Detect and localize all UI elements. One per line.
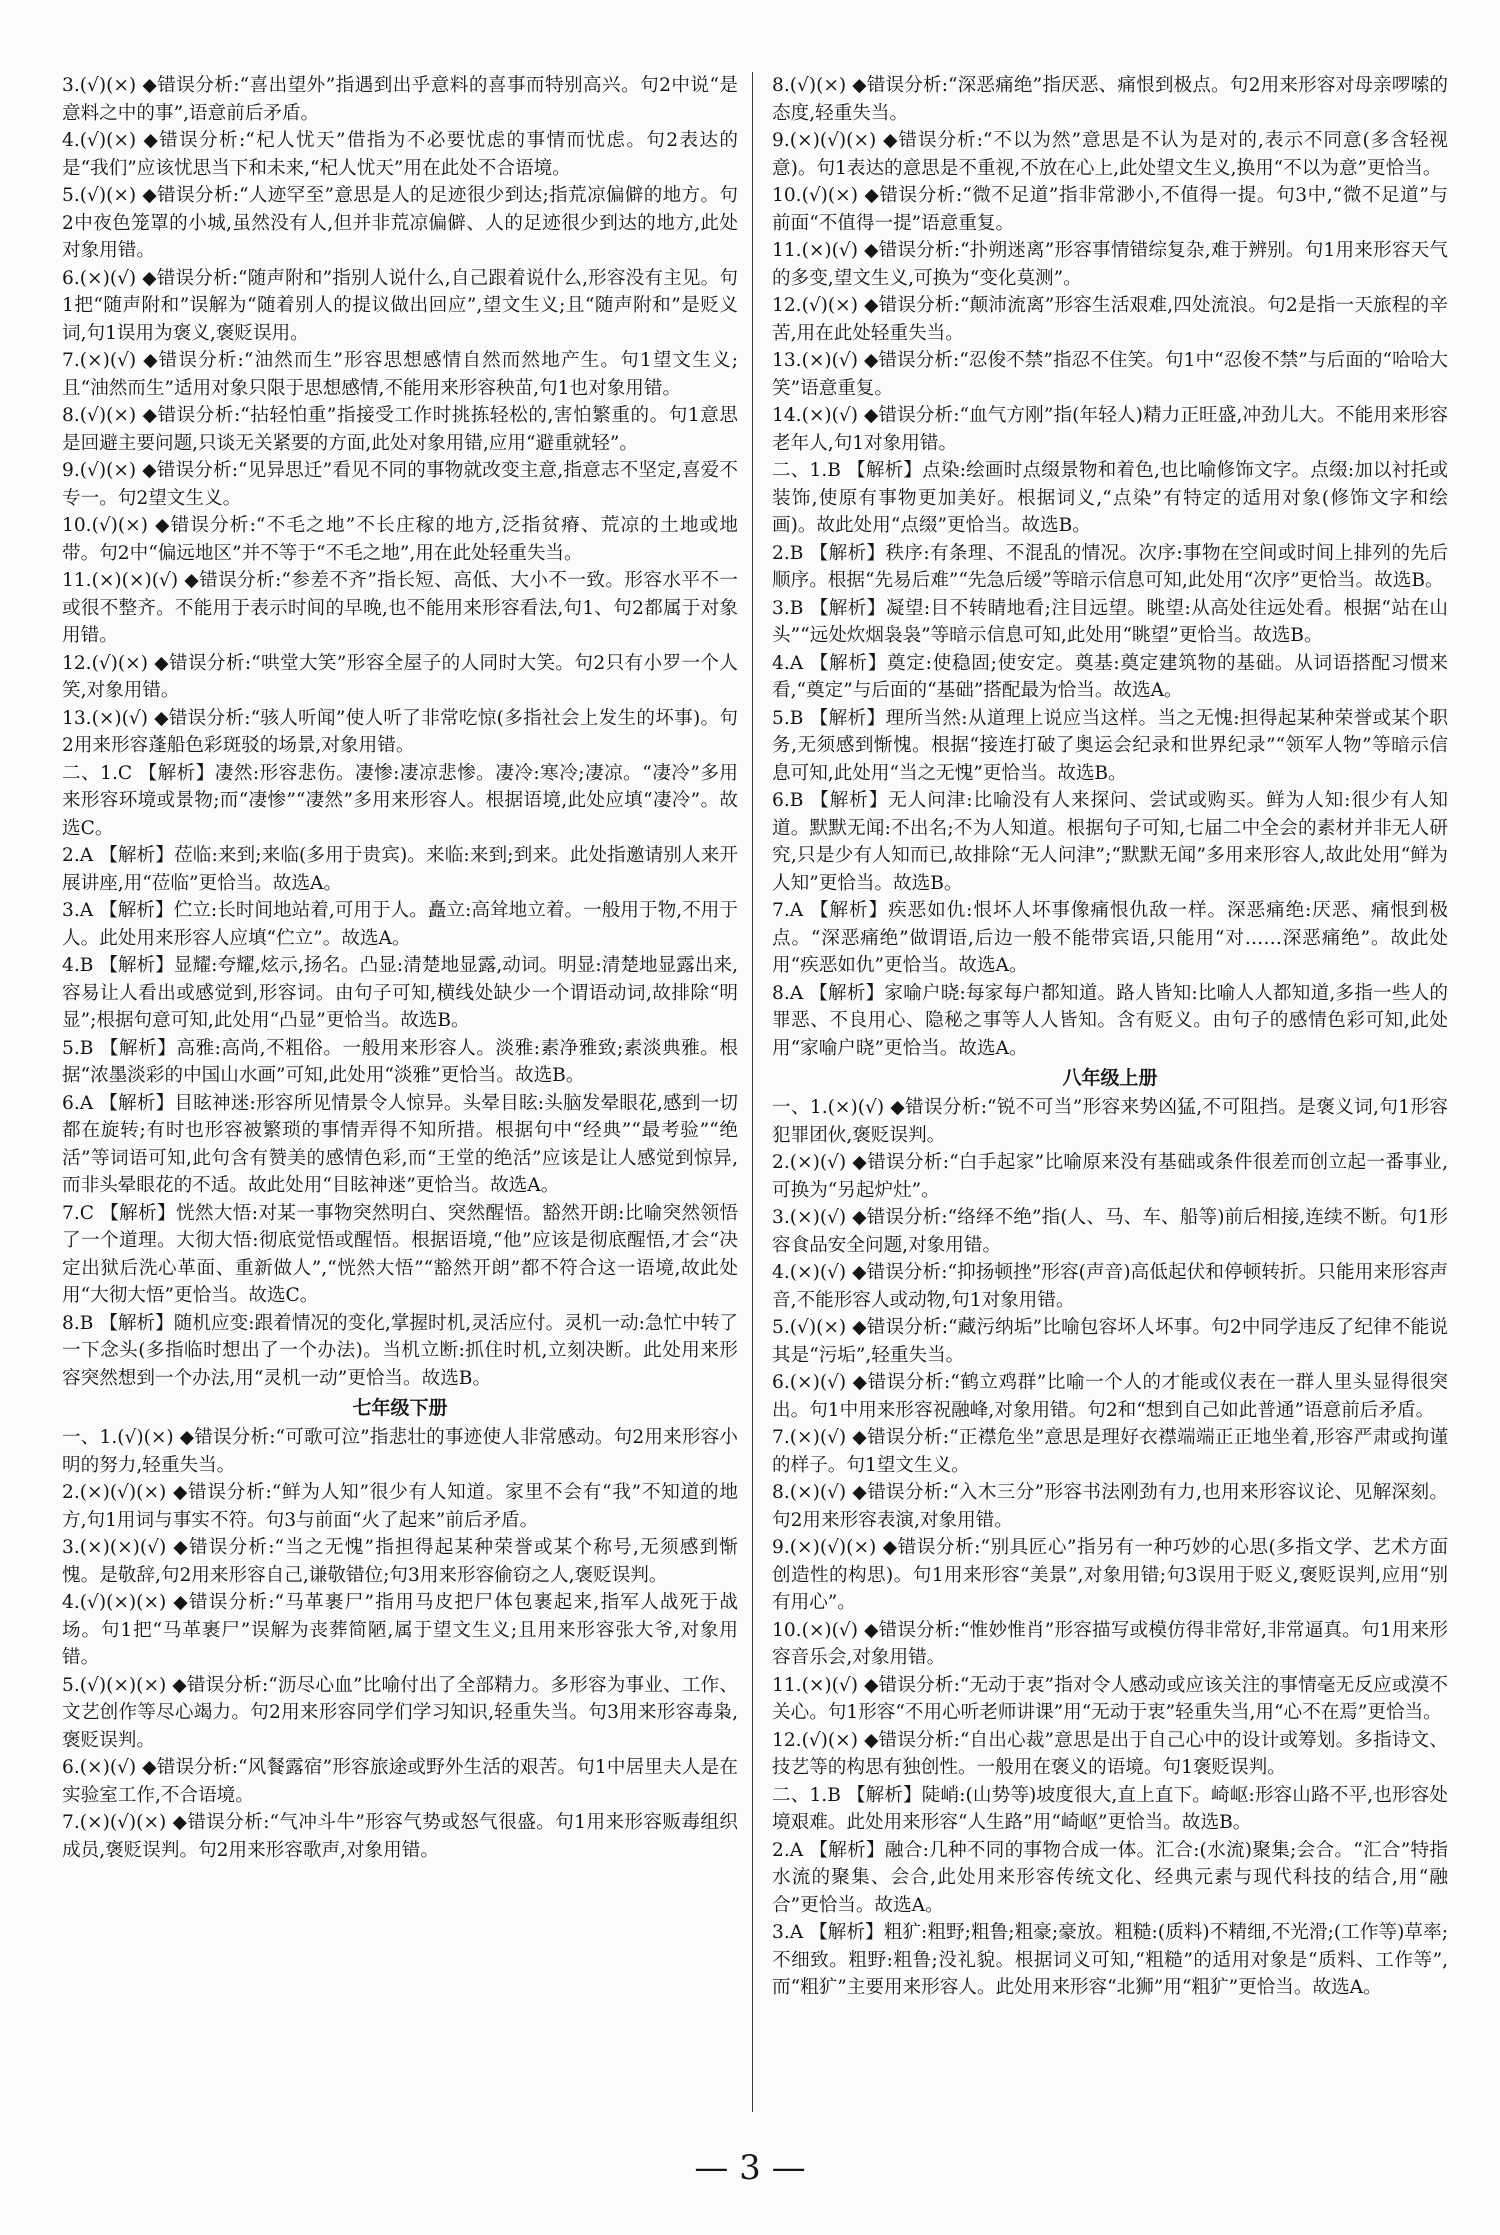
answer-item: 11.(×)(√) ◆错误分析:“扑朔迷离”形容事情错综复杂,难于辨别。句1用来形容天气的多变,望文生义,可换为“变化莫测”。 (772, 240, 1448, 289)
answer-item: 3.(√)(×) ◆错误分析:“喜出望外”指遇到出乎意料的喜事而特别高兴。句2中说“是意料之中的事”,语意前后矛盾。 (62, 75, 738, 124)
answer-item: 10.(×)(√) ◆错误分析:“惟妙惟肖”形容描写或模仿得非常好,非常逼真。句1用来形容音乐会,对象用错。 (772, 1619, 1448, 1668)
answer-item: 一、1.(×)(√) ◆错误分析:“锐不可当”形容来势凶猛,不可阻挡。是褒义词,句1形容犯罪团伙,褒贬误判。 (772, 1097, 1448, 1146)
answer-item: 9.(×)(√)(×) ◆错误分析:“不以为然”意思是不认为是对的,表示不同意(多含轻视意)。句1表达的意思是不重视,不放在心上,此处望文生义,换用“不以为意”更恰当。 (772, 130, 1448, 179)
answer-item: 4.(√)(×) ◆错误分析:“杞人忧天”借指为不必要忧虑的事情而忧虑。句2表达的是“我们”应该忧思当下和未来,“杞人忧天”用在此处不合语境。 (62, 130, 738, 179)
answer-item: 8.A 【解析】家喻户晓:每家每户都知道。路人皆知:比喻人人都知道,多指一些人的罪恶、不良用心、隐秘之事等人人皆知。含有贬义。由句子的感情色彩可知,此处用“家喻户晓”更恰当。故选A。 (772, 982, 1448, 1059)
answer-item: 6.(×)(√) ◆错误分析:“鹤立鸡群”比喻一个人的才能或仪表在一群人里头显得很突出。句1中用来形容祝融峰,对象用错。句2和“想到自己如此普通”语意前后矛盾。 (772, 1372, 1448, 1421)
answer-item: 7.(×)(√) ◆错误分析:“正襟危坐”意思是理好衣襟端端正正地坐着,形容严肃或拘谨的样子。句1望文生义。 (772, 1427, 1448, 1476)
answer-item: 二、1.B 【解析】陡峭:(山势等)坡度很大,直上直下。崎岖:形容山路不平,也形容处境艰难。此处用来形容“人生路”用“崎岖”更恰当。故选B。 (772, 1784, 1448, 1833)
right-column (772, 72, 1448, 2102)
left-column (62, 72, 738, 2102)
answer-item: 7.A 【解析】疾恶如仇:恨坏人坏事像痛恨仇敌一样。深恶痛绝:厌恶、痛恨到极点。“深恶痛绝”做谓语,后边一般不能带宾语,只能用“对……深恶痛绝”。故此处用“疾恶如仇”更恰当。故选A。 (772, 900, 1448, 976)
answer-item: 2.B 【解析】秩序:有条理、不混乱的情况。次序:事物在空间或时间上排列的先后顺序。根据“先易后难”“先急后缓”等暗示信息可知,此处用“次序”更恰当。故选B。 (772, 542, 1448, 591)
answer-item: 10.(√)(×) ◆错误分析:“微不足道”指非常渺小,不值得一提。句3中,“微不足道”与前面“不值得一提”语意重复。 (772, 185, 1448, 234)
answer-item: 8.(√)(×) ◆错误分析:“拈轻怕重”指接受工作时挑拣轻松的,害怕繁重的。句1意思是回避主要问题,只谈无关紧要的方面,此处对象用错,应用“避重就轻”。 (62, 405, 738, 454)
answer-item: 2.A 【解析】莅临:来到;来临(多用于贵宾)。来临:来到;到来。此处指邀请别人来开展讲座,用“莅临”更恰当。故选A。 (62, 845, 738, 894)
answer-item: 5.(√)(×) ◆错误分析:“藏污纳垢”比喻包容坏人坏事。句2中同学违反了纪律不能说其是“污垢”,轻重失当。 (772, 1317, 1448, 1366)
answer-item: 12.(√)(×) ◆错误分析:“自出心裁”意思是出于自己心中的设计或筹划。多指诗文、技艺等的构思有独创性。一般用在褒义的语境。句1褒贬误判。 (772, 1729, 1448, 1778)
answer-item: 一、1.(√)(×) ◆错误分析:“可歌可泣”指悲壮的事迹使人非常感动。句2用来形容小明的努力,轻重失当。 (62, 1427, 738, 1476)
answer-item: 3.(×)(√) ◆错误分析:“络绎不绝”指(人、马、车、船等)前后相接,连续不断。句1形容食品安全问题,对象用错。 (772, 1207, 1448, 1256)
page-number: — 3 — (694, 2148, 806, 2188)
answer-item: 11.(×)(√) ◆错误分析:“无动于衷”指对令人感动或应该关注的事情毫无反应或漠不关心。句1形容“不用心听老师讲课”用“无动于衷”轻重失当,用“心不在焉”更恰当。 (772, 1674, 1448, 1723)
answer-item: 6.(×)(√) ◆错误分析:“风餐露宿”形容旅途或野外生活的艰苦。句1中居里夫人是在实验室工作,不合语境。 (62, 1757, 738, 1806)
answer-item: 5.B 【解析】高雅:高尚,不粗俗。一般用来形容人。淡雅:素净雅致;素淡典雅。根据“浓墨淡彩的中国山水画”可知,此处用“淡雅”更恰当。故选B。 (62, 1037, 738, 1086)
answer-item: 6.A 【解析】目眩神迷:形容所见情景令人惊异。头晕目眩:头脑发晕眼花,感到一切都在旋转;有时也形容被繁琐的事情弄得不知所措。根据句中“经典”“最考验”“绝活”等词语可知,此句含有赞美的感情色彩,而“王堂的绝活”应该是让人感觉到惊异,而非头晕眼花的不适。故此处用“目眩神迷”更恰当。故选A。 (62, 1092, 738, 1196)
answer-item: 8.B 【解析】随机应变:跟着情况的变化,掌握时机,灵活应付。灵机一动:急忙中转了一下念头(多指临时想出了一个办法)。当机立断:抓住时机,立刻决断。此处用来形容突然想到一个办法,用“灵机一动”更恰当。故选B。 (62, 1312, 738, 1389)
answer-item: 10.(√)(×) ◆错误分析:“不毛之地”不长庄稼的地方,泛指贫瘠、荒凉的土地或地带。句2中“偏远地区”并不等于“不毛之地”,用在此处轻重失当。 (62, 515, 738, 564)
answer-item: 7.(×)(√)(×) ◆错误分析:“气冲斗牛”形容气势或怒气很盛。句1用来形容贩毒组织成员,褒贬误判。句2用来形容歌声,对象用错。 (62, 1812, 738, 1861)
section-heading: 八年级上册 (1062, 1067, 1158, 1089)
answer-item: 7.(×)(√) ◆错误分析:“油然而生”形容思想感情自然而然地产生。句1望文生义;且“油然而生”适用对象只限于思想感情,不能用来形容秧苗,句1也对象用错。 (62, 350, 738, 399)
answer-item: 4.(√)(×)(×) ◆错误分析:“马革裹尸”指用马皮把尸体包裹起来,指军人战死于战场。句1把“马革裹尸”误解为丧葬简陋,属于望文生义;且用来形容张大爷,对象用错。 (62, 1592, 738, 1668)
answer-item: 二、1.C 【解析】凄然:形容悲伤。凄惨:凄凉悲惨。凄冷:寒冷;凄凉。“凄冷”多用来形容环境或景物;而“凄惨”“凄然”多用来形容人。根据语境,此处应填“凄冷”。故选C。 (62, 762, 738, 839)
answer-item: 7.C 【解析】恍然大悟:对某一事物突然明白、突然醒悟。豁然开朗:比喻突然领悟了一个道理。大彻大悟:彻底觉悟或醒悟。根据语境,“他”应该是彻底醒悟,才会“决定出狱后洗心革面、重新做人”,“恍然大悟”“豁然开朗”都不符合这一语境,故此处用“大彻大悟”更恰当。故选C。 (62, 1202, 738, 1306)
answer-item: 12.(√)(×) ◆错误分析:“哄堂大笑”形容全屋子的人同时大笑。句2只有小罗一个人笑,对象用错。 (62, 652, 738, 701)
answer-item: 5.(√)(×)(×) ◆错误分析:“沥尽心血”比喻付出了全部精力。多形容为事业、工作、文艺创作等尽心竭力。句2用来形容同学们学习知识,轻重失当。句3用来形容毒枭,褒贬误判。 (62, 1674, 738, 1751)
answer-item: 13.(×)(√) ◆错误分析:“忍俊不禁”指忍不住笑。句1中“忍俊不禁”与后面的“哈哈大笑”语意重复。 (772, 350, 1448, 399)
answer-item: 8.(×)(√) ◆错误分析:“入木三分”形容书法刚劲有力,也用来形容议论、见解深刻。句2用来形容表演,对象用错。 (772, 1482, 1448, 1531)
answer-item: 5.B 【解析】理所当然:从道理上说应当这样。当之无愧:担得起某种荣誉或某个职务,无须感到惭愧。根据“接连打破了奥运会纪录和世界纪录”“领军人物”等暗示信息可知,此处用“当之无愧”更恰当。故选B。 (772, 707, 1448, 784)
answer-item: 6.(×)(√) ◆错误分析:“随声附和”指别人说什么,自己跟着说什么,形容没有主见。句1把“随声附和”误解为“随着别人的提议做出回应”,望文生义;且“随声附和”是贬义词,句1误用为褒义,褒贬误用。 (62, 267, 738, 344)
answer-item: 11.(×)(×)(√) ◆错误分析:“参差不齐”指长短、高低、大小不一致。形容水平不一或很不整齐。不能用于表示时间的早晚,也不能用来形容看法,句1、句2都属于对象用错。 (62, 570, 738, 646)
answer-item: 2.(×)(√) ◆错误分析:“白手起家”比喻原来没有基础或条件很差而创立起一番事业,可换为“另起炉灶”。 (772, 1152, 1448, 1201)
answer-item: 3.A 【解析】伫立:长时间地站着,可用于人。矗立:高耸地立着。一般用于物,不用于人。此处用来形容人应填“伫立”。故选A。 (62, 900, 738, 949)
answer-item: 二、1.B 【解析】点染:绘画时点缀景物和着色,也比喻修饰文字。点缀:加以衬托或装饰,使原有事物更加美好。根据词义,“点染”有特定的适用对象(修饰文字和绘画)。故此处用“点缀”更恰当。故选B。 (772, 460, 1448, 536)
answer-item: 8.(√)(×) ◆错误分析:“深恶痛绝”指厌恶、痛恨到极点。句2用来形容对母亲啰嗦的态度,轻重失当。 (772, 75, 1448, 124)
column-divider (752, 72, 753, 2112)
answer-item: 4.B 【解析】显耀:夸耀,炫示,扬名。凸显:清楚地显露,动词。明显:清楚地显露出来,容易让人看出或感觉到,形容词。由句子可知,横线处缺少一个谓语动词,故排除“明显”;根据句意可知,此处用“凸显”更恰当。故选B。 (62, 955, 738, 1031)
answer-item: 3.A 【解析】粗犷:粗野;粗鲁;粗豪;豪放。粗糙:(质料)不精细,不光滑;(工作等)草率;不细致。粗野:粗鲁;没礼貌。根据词义可知,“粗糙”的适用对象是“质料、工作等”,而“粗犷”主要用来形容人。此处用来形容“北狮”用“粗犷”更恰当。故选A。 (772, 1922, 1448, 1998)
answer-item: 4.A 【解析】奠定:使稳固;使安定。奠基:奠定建筑物的基础。从词语搭配习惯来看,“奠定”与后面的“基础”搭配最为恰当。故选A。 (772, 652, 1448, 701)
answer-item: 9.(√)(×) ◆错误分析:“见异思迁”看见不同的事物就改变主意,指意志不坚定,喜爱不专一。句2望文生义。 (62, 460, 738, 509)
answer-item: 3.B 【解析】凝望:目不转睛地看;注目远望。眺望:从高处往远处看。根据“站在山头”“远处炊烟袅袅”等暗示信息可知,此处用“眺望”更恰当。故选B。 (772, 597, 1448, 646)
answer-item: 3.(×)(×)(√) ◆错误分析:“当之无愧”指担得起某种荣誉或某个称号,无须感到惭愧。是敬辞,句2用来形容自己,谦敬错位;句3用来形容偷窃之人,褒贬误判。 (62, 1537, 738, 1586)
answer-item: 4.(×)(√) ◆错误分析:“抑扬顿挫”形容(声音)高低起伏和停顿转折。只能用来形容声音,不能形容人或动物,句1对象用错。 (772, 1262, 1448, 1311)
section-heading: 七年级下册 (352, 1397, 448, 1419)
answer-item: 9.(×)(√)(×) ◆错误分析:“别具匠心”指另有一种巧妙的心思(多指文学、艺术方面创造性的构思)。句1用来形容“美景”,对象用错;句3误用于贬义,褒贬误判,应用“别有用心”。 (772, 1537, 1448, 1613)
answer-item: 14.(×)(√) ◆错误分析:“血气方刚”指(年轻人)精力正旺盛,冲劲儿大。不能用来形容老年人,句1对象用错。 (772, 405, 1448, 454)
answer-item: 13.(×)(√) ◆错误分析:“骇人听闻”使人听了非常吃惊(多指社会上发生的坏事)。句2用来形容蓬船色彩斑驳的场景,对象用错。 (62, 707, 738, 756)
answer-item: 2.(×)(√)(×) ◆错误分析:“鲜为人知”很少有人知道。家里不会有“我”不知道的地方,句1用词与事实不符。句3与前面“火了起来”前后矛盾。 (62, 1482, 738, 1531)
answer-item: 2.A 【解析】融合:几种不同的事物合成一体。汇合:(水流)聚集;会合。“汇合”特指水流的聚集、会合,此处用来形容传统文化、经典元素与现代科技的结合,用“融合”更恰当。故选A。 (772, 1839, 1448, 1916)
answer-item: 5.(√)(×) ◆错误分析:“人迹罕至”意思是人的足迹很少到达;指荒凉偏僻的地方。句2中夜色笼罩的小城,虽然没有人,但并非荒凉偏僻、人的足迹很少到达的地方,此处对象用错。 (62, 185, 738, 261)
answer-item: 12.(√)(×) ◆错误分析:“颠沛流离”形容生活艰难,四处流浪。句2是指一天旅程的辛苦,用在此处轻重失当。 (772, 295, 1448, 344)
answer-item: 6.B 【解析】无人问津:比喻没有人来探问、尝试或购买。鲜为人知:很少有人知道。默默无闻:不出名;不为人知道。根据句子可知,七届二中全会的素材并非无人研究,只是少有人知而已,故排除“无人问津”;“默默无闻”多用来形容人,故此处用“鲜为人知”更恰当。故选B。 (772, 790, 1448, 894)
